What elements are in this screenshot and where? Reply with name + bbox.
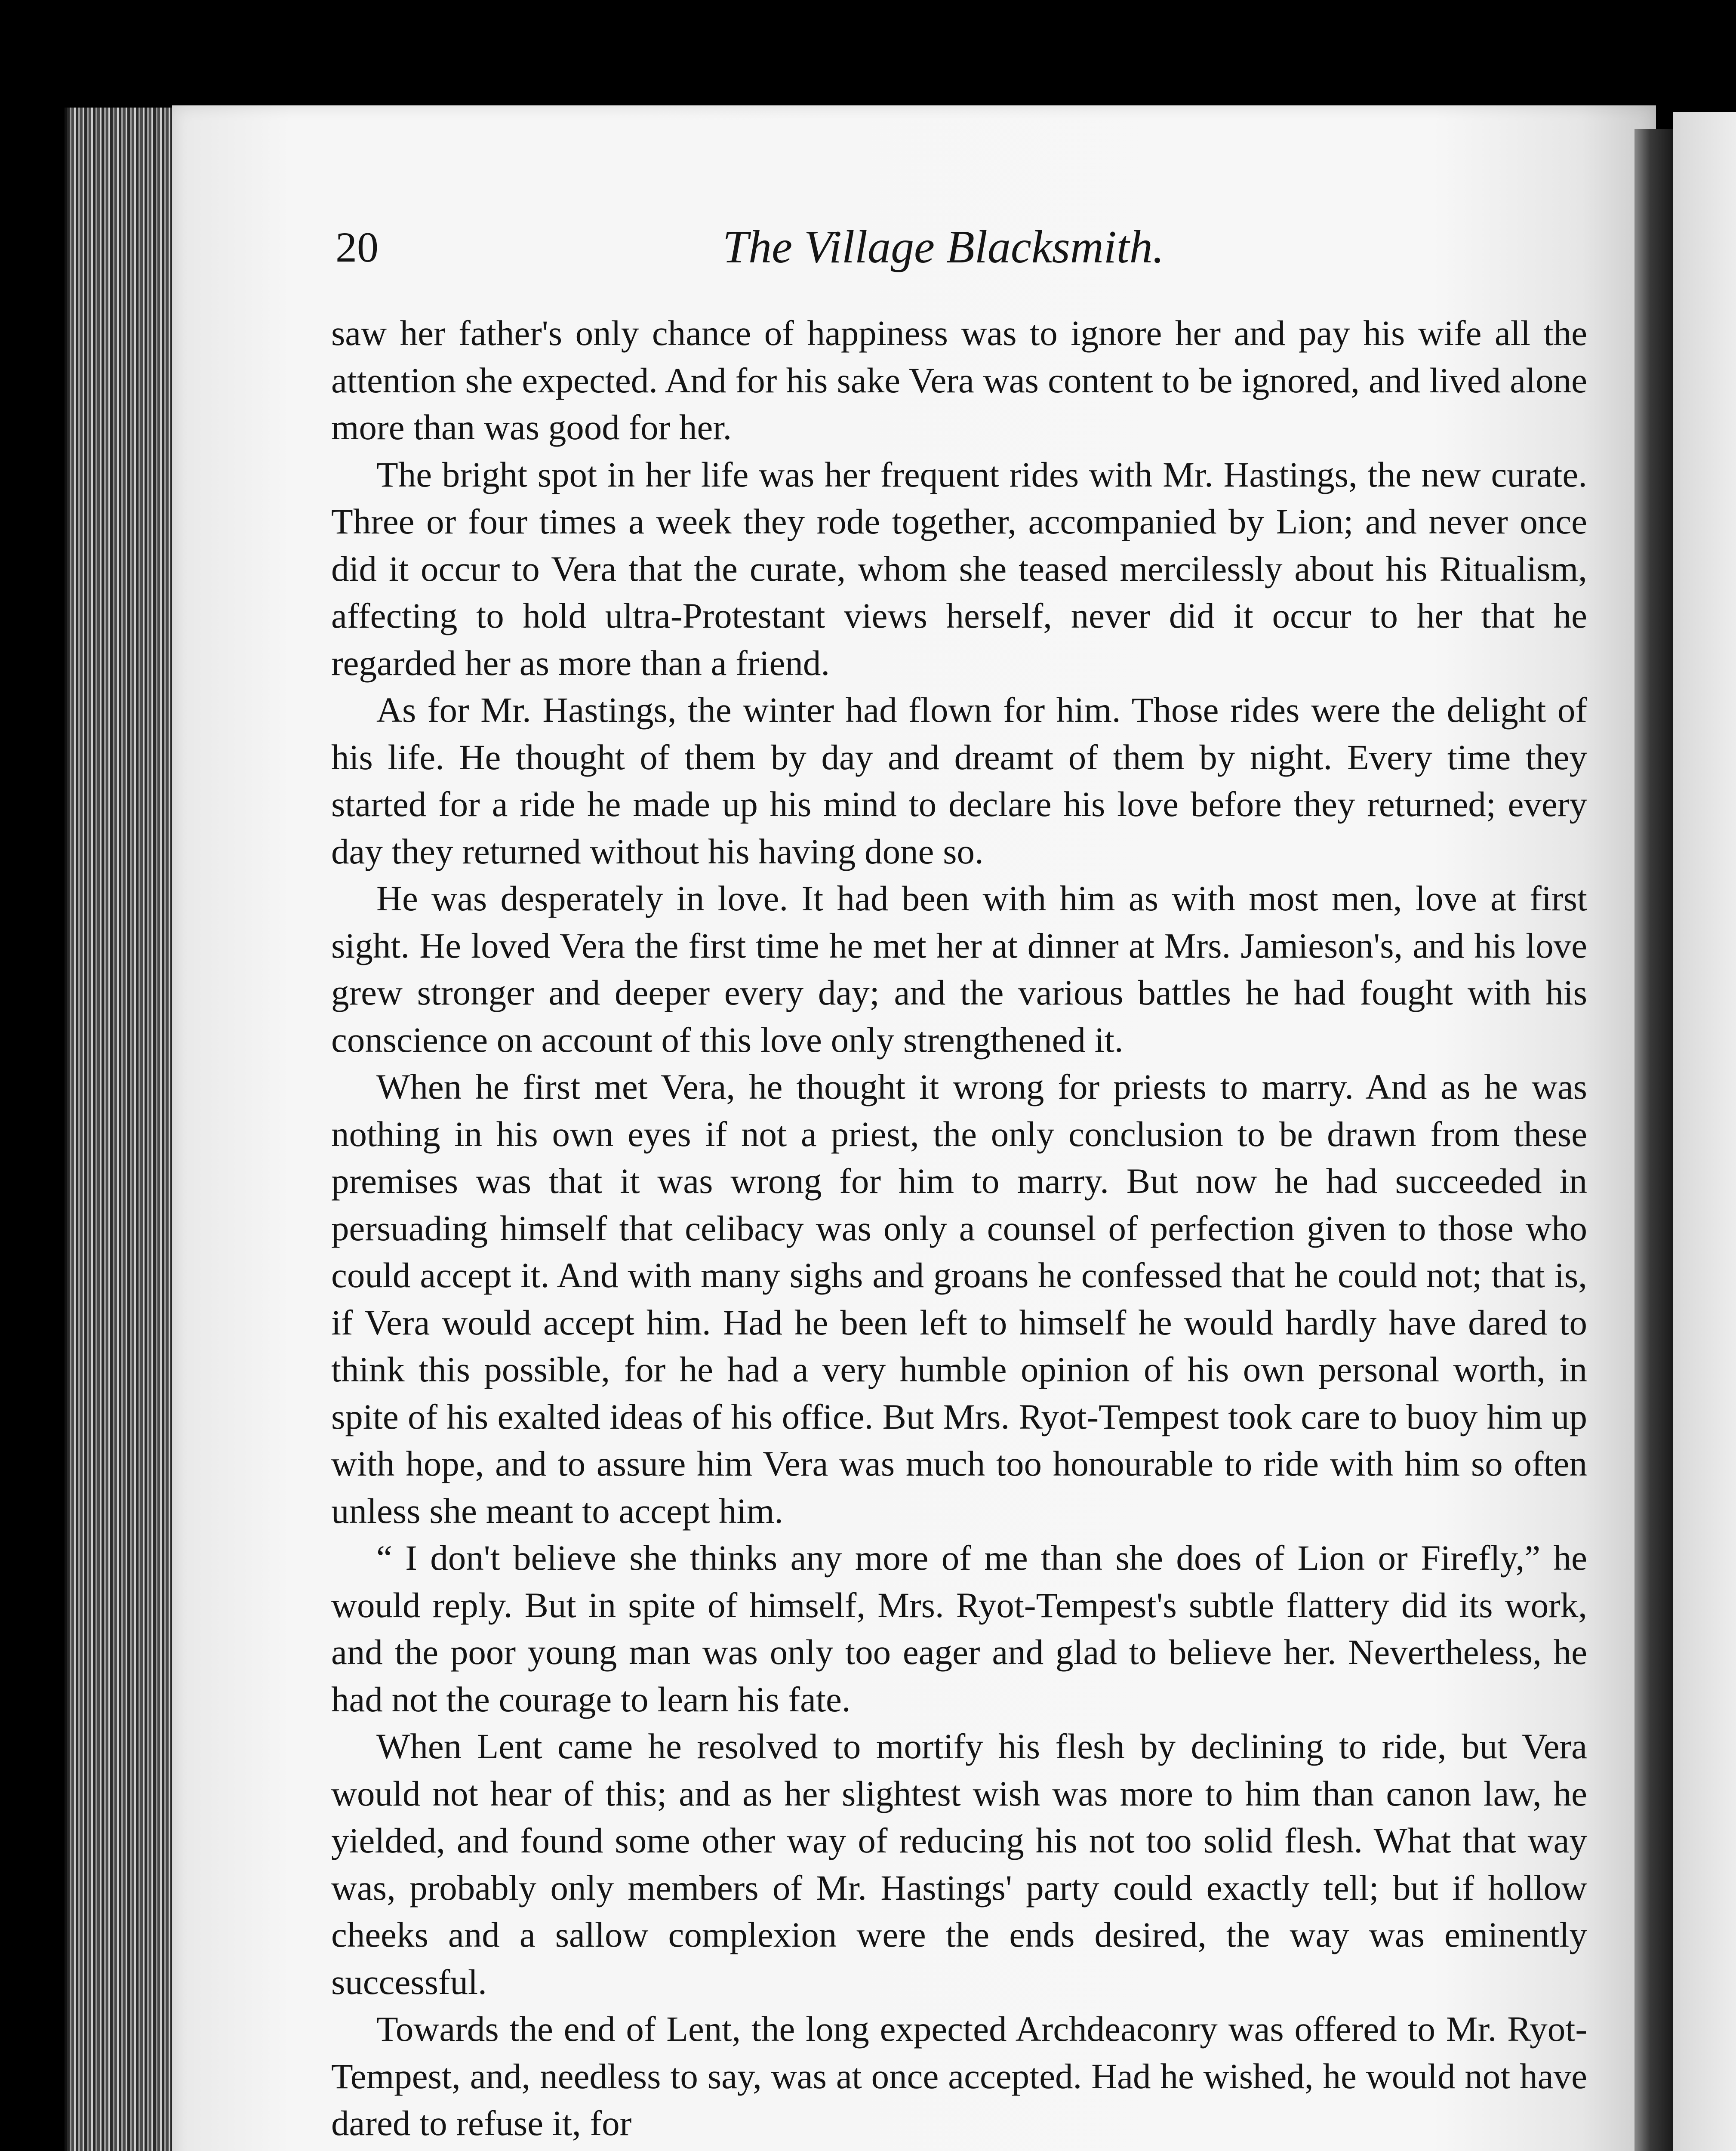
paragraph-6: “ I don't believe she thinks any more of me than she does of Lion or Firefly,” he would reply. But in spite of himself, Mrs. Ryot-Tempest's subtle flattery did its work, and the poor young man was only too eager and glad to believe her. Nevertheless, he had not the courage to learn his fate. — [331, 1538, 1587, 1719]
book-gutter — [1634, 129, 1673, 2151]
facing-page-edge — [1673, 112, 1736, 2151]
stacked-page-edges — [65, 108, 183, 2151]
body-text — [331, 310, 1587, 2147]
paragraph-2: The bright spot in her life was her frequent rides with Mr. Hastings, the new curate. Three or four times a week they rode together, accompanied by Lion; and never once did it occur to Vera that the curate, whom she teased mercilessly about his Ritualism, affecting to hold ultra-Protestant views herself, never did it occur to her that he regarded her as more than a friend. — [331, 454, 1587, 683]
page-header — [336, 217, 1583, 277]
paragraph-3: As for Mr. Hastings, the winter had flown for him. Those rides were the delight of his life. He thought of them by day and dreamt of them by night. Every time they started for a ride he made up his mind to declare his love before they returned; every day they returned without his having done so. — [331, 690, 1587, 871]
paragraph-8: Towards the end of Lent, the long expected Archdeaconry was offered to Mr. Ryot-Tempest, and, needless to say, was at once accepted. Had he wished, he would not have dared to refuse it, for — [331, 2009, 1587, 2143]
running-title: The Village Blacksmith. — [723, 222, 1164, 273]
paragraph-4: He was desperately in love. It had been with him as with most men, love at first sight. He loved Vera the first time he met her at dinner at Mrs. Jamieson's, and his love grew stronger and deeper every day; and the various battles he had fought with his conscience on account of this love only strengthened it. — [331, 878, 1587, 1060]
paragraph-7: When Lent came he resolved to mortify his flesh by declining to ride, but Vera would not hear of this; and as her slightest wish was more to him than canon law, he yielded, and found some other way of reducing his not too solid flesh. What that way was, probably only members of Mr. Hastings' party could exactly tell; but if hollow cheeks and a sallow complexion were the ends desired, the way was eminently successful. — [331, 1726, 1587, 2002]
paragraph-5: When he first met Vera, he thought it wrong for priests to marry. And as he was nothing in his own eyes if not a priest, the only conclusion to be drawn from these premises was that it was wrong for him to marry. But now he had succeeded in persuading himself that celibacy was only a counsel of perfection given to those who could accept it. And with many sighs and groans he confessed that he could not; that is, if Vera would accept him. Had he been left to himself he would hardly have dared to think this possible, for he had a very humble opinion of his own personal worth, in spite of his exalted ideas of his office. But Mrs. Ryot-Tempest took care to buoy him up with hope, and to assure him Vera was much too honourable to ride with him so often unless she meant to accept him. — [331, 1067, 1587, 1531]
paragraph-1: saw her father's only chance of happiness was to ignore her and pay his wife all the attention she expected. And for his sake Vera was content to be ignored, and lived alone more than was good for her. — [331, 313, 1587, 447]
page-number: 20 — [336, 223, 379, 271]
